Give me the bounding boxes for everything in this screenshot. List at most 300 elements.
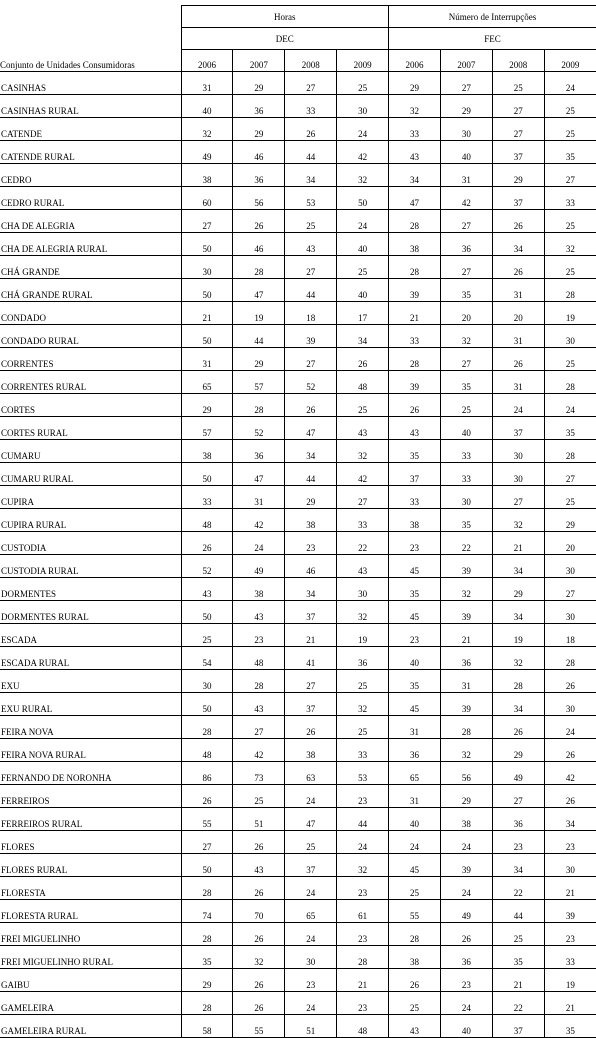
dec-value-cell: 50 xyxy=(181,233,233,256)
fec-value-cell: 26 xyxy=(492,716,544,739)
fec-value-cell: 26 xyxy=(492,348,544,371)
fec-value-cell: 28 xyxy=(544,279,596,302)
dec-value-cell: 23 xyxy=(285,969,337,992)
table-row xyxy=(0,325,596,348)
dec-value-cell: 34 xyxy=(285,164,337,187)
dec-value-cell: 26 xyxy=(285,118,337,141)
fec-value-cell: 43 xyxy=(389,417,441,440)
dec-value-cell: 42 xyxy=(337,463,389,486)
fec-value-cell: 27 xyxy=(544,578,596,601)
consumer-set-name: FEIRA NOVA xyxy=(0,716,181,739)
fec-value-cell: 35 xyxy=(440,371,492,394)
dec-value-cell: 49 xyxy=(181,141,233,164)
fec-value-cell: 27 xyxy=(544,164,596,187)
dec-value-cell: 43 xyxy=(285,233,337,256)
fec-value-cell: 32 xyxy=(440,578,492,601)
fec-value-cell: 19 xyxy=(544,969,596,992)
table-row xyxy=(0,210,596,233)
dec-value-cell: 73 xyxy=(233,762,285,785)
consumer-set-name: ESCADA xyxy=(0,624,181,647)
dec-value-cell: 46 xyxy=(233,233,285,256)
dec-value-cell: 26 xyxy=(285,716,337,739)
fec-value-cell: 27 xyxy=(492,118,544,141)
fec-value-cell: 36 xyxy=(440,647,492,670)
dec-value-cell: 65 xyxy=(181,371,233,394)
header-empty-cell xyxy=(0,28,181,50)
dec-value-cell: 32 xyxy=(337,601,389,624)
dec-value-cell: 53 xyxy=(285,187,337,210)
header-year: 2009 xyxy=(337,50,389,72)
dec-value-cell: 50 xyxy=(181,601,233,624)
consumer-set-name: GAMELEIRA RURAL xyxy=(0,1015,181,1038)
fec-value-cell: 38 xyxy=(389,233,441,256)
dec-value-cell: 30 xyxy=(285,946,337,969)
table-row xyxy=(0,624,596,647)
consumer-set-name: CUPIRA RURAL xyxy=(0,509,181,532)
dec-value-cell: 34 xyxy=(285,578,337,601)
dec-value-cell: 18 xyxy=(285,302,337,325)
fec-value-cell: 29 xyxy=(492,578,544,601)
fec-value-cell: 31 xyxy=(389,785,441,808)
fec-value-cell: 28 xyxy=(544,440,596,463)
fec-value-cell: 30 xyxy=(544,555,596,578)
header-year: 2006 xyxy=(181,50,233,72)
consumer-set-name: CATENDE RURAL xyxy=(0,141,181,164)
dec-value-cell: 30 xyxy=(337,578,389,601)
dec-value-cell: 24 xyxy=(285,923,337,946)
consumer-set-name: CATENDE xyxy=(0,118,181,141)
dec-value-cell: 19 xyxy=(233,302,285,325)
fec-value-cell: 22 xyxy=(492,992,544,1015)
dec-value-cell: 33 xyxy=(285,95,337,118)
fec-value-cell: 21 xyxy=(440,624,492,647)
consumer-set-name: CUSTODIA xyxy=(0,532,181,555)
fec-value-cell: 26 xyxy=(544,739,596,762)
fec-value-cell: 35 xyxy=(544,1015,596,1038)
table-row xyxy=(0,578,596,601)
dec-value-cell: 24 xyxy=(337,118,389,141)
fec-value-cell: 47 xyxy=(389,187,441,210)
consumer-set-name: FERREIROS RURAL xyxy=(0,808,181,831)
dec-value-cell: 48 xyxy=(337,1015,389,1038)
fec-value-cell: 37 xyxy=(492,417,544,440)
dec-value-cell: 38 xyxy=(181,440,233,463)
dec-value-cell: 34 xyxy=(337,325,389,348)
dec-value-cell: 28 xyxy=(233,670,285,693)
dec-value-cell: 29 xyxy=(181,969,233,992)
fec-value-cell: 25 xyxy=(544,348,596,371)
fec-value-cell: 27 xyxy=(492,785,544,808)
dec-value-cell: 61 xyxy=(337,900,389,923)
dec-value-cell: 36 xyxy=(233,95,285,118)
table-row xyxy=(0,233,596,256)
table-row xyxy=(0,371,596,394)
dec-value-cell: 32 xyxy=(233,946,285,969)
fec-value-cell: 29 xyxy=(492,739,544,762)
fec-value-cell: 32 xyxy=(492,647,544,670)
fec-value-cell: 25 xyxy=(389,877,441,900)
table-row xyxy=(0,95,596,118)
dec-value-cell: 39 xyxy=(285,325,337,348)
fec-value-cell: 23 xyxy=(544,831,596,854)
fec-value-cell: 32 xyxy=(492,509,544,532)
table-row xyxy=(0,348,596,371)
fec-value-cell: 43 xyxy=(389,141,441,164)
consumer-set-name: CUPIRA xyxy=(0,486,181,509)
dec-value-cell: 28 xyxy=(181,992,233,1015)
dec-value-cell: 38 xyxy=(285,739,337,762)
fec-value-cell: 35 xyxy=(440,279,492,302)
dec-value-cell: 26 xyxy=(233,831,285,854)
consumer-set-name: CUSTODIA RURAL xyxy=(0,555,181,578)
header-set-label: Conjunto de Unidades Consumidoras xyxy=(0,50,181,72)
consumer-set-name: CUMARU RURAL xyxy=(0,463,181,486)
dec-value-cell: 63 xyxy=(285,762,337,785)
dec-value-cell: 56 xyxy=(233,187,285,210)
dec-value-cell: 54 xyxy=(181,647,233,670)
fec-value-cell: 35 xyxy=(492,946,544,969)
dec-value-cell: 31 xyxy=(181,348,233,371)
fec-value-cell: 45 xyxy=(389,555,441,578)
fec-value-cell: 31 xyxy=(440,164,492,187)
fec-value-cell: 27 xyxy=(440,210,492,233)
dec-value-cell: 29 xyxy=(233,118,285,141)
table-row xyxy=(0,141,596,164)
header-row-metric xyxy=(0,28,596,50)
dec-value-cell: 26 xyxy=(233,210,285,233)
dec-value-cell: 32 xyxy=(337,854,389,877)
fec-value-cell: 34 xyxy=(389,164,441,187)
dec-value-cell: 28 xyxy=(337,946,389,969)
fec-value-cell: 23 xyxy=(389,532,441,555)
dec-value-cell: 51 xyxy=(285,1015,337,1038)
dec-value-cell: 22 xyxy=(337,532,389,555)
dec-value-cell: 23 xyxy=(337,923,389,946)
fec-value-cell: 35 xyxy=(389,670,441,693)
dec-value-cell: 40 xyxy=(181,95,233,118)
dec-value-cell: 25 xyxy=(285,210,337,233)
fec-value-cell: 24 xyxy=(492,394,544,417)
dec-value-cell: 38 xyxy=(233,578,285,601)
table-row xyxy=(0,509,596,532)
dec-value-cell: 28 xyxy=(233,256,285,279)
fec-value-cell: 20 xyxy=(440,302,492,325)
fec-value-cell: 33 xyxy=(544,187,596,210)
fec-value-cell: 38 xyxy=(440,808,492,831)
fec-value-cell: 26 xyxy=(389,969,441,992)
fec-value-cell: 45 xyxy=(389,601,441,624)
dec-value-cell: 21 xyxy=(285,624,337,647)
fec-value-cell: 33 xyxy=(389,486,441,509)
table-row xyxy=(0,877,596,900)
consumer-set-name: CONDADO xyxy=(0,302,181,325)
fec-value-cell: 39 xyxy=(440,555,492,578)
table-row xyxy=(0,463,596,486)
dec-value-cell: 65 xyxy=(285,900,337,923)
fec-value-cell: 55 xyxy=(389,900,441,923)
fec-value-cell: 34 xyxy=(492,555,544,578)
dec-value-cell: 57 xyxy=(233,371,285,394)
fec-value-cell: 35 xyxy=(440,509,492,532)
fec-value-cell: 40 xyxy=(440,1015,492,1038)
dec-value-cell: 27 xyxy=(285,670,337,693)
fec-value-cell: 29 xyxy=(492,164,544,187)
fec-value-cell: 26 xyxy=(389,394,441,417)
dec-value-cell: 25 xyxy=(337,716,389,739)
fec-value-cell: 37 xyxy=(492,1015,544,1038)
dec-value-cell: 28 xyxy=(233,394,285,417)
dec-value-cell: 25 xyxy=(285,831,337,854)
dec-value-cell: 26 xyxy=(233,923,285,946)
fec-value-cell: 39 xyxy=(389,371,441,394)
dec-value-cell: 23 xyxy=(233,624,285,647)
fec-value-cell: 31 xyxy=(492,371,544,394)
dec-value-cell: 25 xyxy=(337,256,389,279)
fec-value-cell: 45 xyxy=(389,854,441,877)
header-interruptions: Número de Interrupções xyxy=(389,6,596,28)
dec-value-cell: 26 xyxy=(285,394,337,417)
fec-value-cell: 29 xyxy=(440,785,492,808)
fec-value-cell: 28 xyxy=(492,670,544,693)
header-year: 2008 xyxy=(492,50,544,72)
dec-value-cell: 23 xyxy=(337,785,389,808)
dec-value-cell: 26 xyxy=(233,992,285,1015)
fec-value-cell: 19 xyxy=(492,624,544,647)
fec-value-cell: 26 xyxy=(492,210,544,233)
fec-value-cell: 25 xyxy=(544,118,596,141)
fec-value-cell: 19 xyxy=(544,302,596,325)
consumer-set-name: CHA DE ALEGRIA xyxy=(0,210,181,233)
fec-value-cell: 36 xyxy=(389,739,441,762)
fec-value-cell: 34 xyxy=(492,693,544,716)
fec-value-cell: 33 xyxy=(440,440,492,463)
consumer-set-name: GAIBU xyxy=(0,969,181,992)
table-row xyxy=(0,187,596,210)
consumer-set-name: FLORESTA RURAL xyxy=(0,900,181,923)
fec-value-cell: 56 xyxy=(440,762,492,785)
header-row-years xyxy=(0,50,596,72)
dec-value-cell: 53 xyxy=(337,762,389,785)
dec-value-cell: 25 xyxy=(337,670,389,693)
table-row xyxy=(0,279,596,302)
consumer-set-name: CHA DE ALEGRIA RURAL xyxy=(0,233,181,256)
dec-value-cell: 50 xyxy=(181,463,233,486)
dec-value-cell: 32 xyxy=(337,164,389,187)
table-row xyxy=(0,302,596,325)
fec-value-cell: 25 xyxy=(544,256,596,279)
fec-value-cell: 39 xyxy=(440,601,492,624)
fec-value-cell: 30 xyxy=(440,486,492,509)
dec-value-cell: 50 xyxy=(181,693,233,716)
dec-value-cell: 48 xyxy=(233,647,285,670)
consumer-set-name: GAMELEIRA xyxy=(0,992,181,1015)
fec-value-cell: 23 xyxy=(544,923,596,946)
dec-value-cell: 26 xyxy=(233,877,285,900)
dec-value-cell: 25 xyxy=(233,785,285,808)
fec-value-cell: 44 xyxy=(492,900,544,923)
header-empty-cell xyxy=(0,6,181,28)
dec-value-cell: 36 xyxy=(233,440,285,463)
table-row xyxy=(0,118,596,141)
fec-value-cell: 33 xyxy=(389,325,441,348)
fec-value-cell: 28 xyxy=(389,348,441,371)
dec-value-cell: 35 xyxy=(181,946,233,969)
header-year: 2007 xyxy=(233,50,285,72)
dec-value-cell: 32 xyxy=(337,440,389,463)
header-year: 2009 xyxy=(544,50,596,72)
fec-value-cell: 20 xyxy=(544,532,596,555)
fec-value-cell: 33 xyxy=(440,463,492,486)
dec-value-cell: 28 xyxy=(181,923,233,946)
fec-value-cell: 34 xyxy=(544,808,596,831)
table-row xyxy=(0,831,596,854)
dec-value-cell: 29 xyxy=(181,394,233,417)
dec-value-cell: 23 xyxy=(337,992,389,1015)
dec-value-cell: 37 xyxy=(285,693,337,716)
dec-value-cell: 50 xyxy=(181,325,233,348)
dec-value-cell: 21 xyxy=(337,969,389,992)
fec-value-cell: 32 xyxy=(544,233,596,256)
consumer-set-name: FLORES RURAL xyxy=(0,854,181,877)
dec-value-cell: 36 xyxy=(233,164,285,187)
fec-value-cell: 18 xyxy=(544,624,596,647)
dec-value-cell: 43 xyxy=(337,417,389,440)
dec-value-cell: 25 xyxy=(337,394,389,417)
dec-value-cell: 23 xyxy=(285,532,337,555)
dec-value-cell: 33 xyxy=(337,509,389,532)
dec-value-cell: 58 xyxy=(181,1015,233,1038)
header-row-group xyxy=(0,6,596,28)
consumer-set-name: FERNANDO DE NORONHA xyxy=(0,762,181,785)
fec-value-cell: 39 xyxy=(389,279,441,302)
fec-value-cell: 34 xyxy=(492,601,544,624)
fec-value-cell: 27 xyxy=(492,95,544,118)
fec-value-cell: 24 xyxy=(440,877,492,900)
fec-value-cell: 28 xyxy=(544,371,596,394)
fec-value-cell: 31 xyxy=(389,716,441,739)
consumer-set-name: CORRENTES RURAL xyxy=(0,371,181,394)
header-hours: Horas xyxy=(181,6,389,28)
fec-value-cell: 38 xyxy=(389,946,441,969)
fec-value-cell: 32 xyxy=(440,325,492,348)
fec-value-cell: 28 xyxy=(389,256,441,279)
fec-value-cell: 37 xyxy=(492,187,544,210)
fec-value-cell: 26 xyxy=(440,923,492,946)
table-row xyxy=(0,601,596,624)
dec-value-cell: 50 xyxy=(181,279,233,302)
fec-value-cell: 38 xyxy=(389,509,441,532)
dec-value-cell: 27 xyxy=(233,716,285,739)
fec-value-cell: 21 xyxy=(492,969,544,992)
dec-value-cell: 32 xyxy=(337,693,389,716)
table-row xyxy=(0,417,596,440)
consumer-set-name: CHÁ GRANDE xyxy=(0,256,181,279)
dec-value-cell: 40 xyxy=(337,279,389,302)
dec-value-cell: 55 xyxy=(233,1015,285,1038)
header-dec: DEC xyxy=(181,28,389,50)
dec-value-cell: 50 xyxy=(337,187,389,210)
fec-value-cell: 49 xyxy=(440,900,492,923)
fec-value-cell: 26 xyxy=(492,256,544,279)
table-row xyxy=(0,1015,596,1038)
fec-value-cell: 28 xyxy=(544,647,596,670)
dec-value-cell: 48 xyxy=(337,371,389,394)
consumer-set-name: CORRENTES xyxy=(0,348,181,371)
dec-value-cell: 24 xyxy=(337,210,389,233)
dec-value-cell: 31 xyxy=(181,72,233,95)
header-fec: FEC xyxy=(389,28,596,50)
table-row xyxy=(0,946,596,969)
consumer-set-name: DORMENTES RURAL xyxy=(0,601,181,624)
dec-value-cell: 57 xyxy=(181,417,233,440)
fec-value-cell: 27 xyxy=(492,486,544,509)
dec-value-cell: 47 xyxy=(285,417,337,440)
fec-value-cell: 31 xyxy=(492,325,544,348)
dec-value-cell: 33 xyxy=(181,486,233,509)
consumer-set-name: CEDRO xyxy=(0,164,181,187)
fec-value-cell: 30 xyxy=(544,854,596,877)
fec-value-cell: 25 xyxy=(492,923,544,946)
fec-value-cell: 31 xyxy=(492,279,544,302)
fec-value-cell: 40 xyxy=(389,647,441,670)
dec-value-cell: 24 xyxy=(285,877,337,900)
table-row xyxy=(0,923,596,946)
fec-value-cell: 30 xyxy=(492,463,544,486)
dec-value-cell: 32 xyxy=(181,118,233,141)
dec-value-cell: 26 xyxy=(233,969,285,992)
dec-value-cell: 27 xyxy=(181,831,233,854)
fec-value-cell: 40 xyxy=(389,808,441,831)
consumer-set-name: CORTES xyxy=(0,394,181,417)
dec-value-cell: 43 xyxy=(233,601,285,624)
fec-value-cell: 25 xyxy=(544,486,596,509)
dec-value-cell: 43 xyxy=(233,693,285,716)
consumer-set-name: EXU xyxy=(0,670,181,693)
fec-value-cell: 34 xyxy=(492,854,544,877)
dec-value-cell: 33 xyxy=(337,739,389,762)
dec-value-cell: 17 xyxy=(337,302,389,325)
dec-value-cell: 34 xyxy=(285,440,337,463)
dec-value-cell: 24 xyxy=(337,831,389,854)
dec-value-cell: 38 xyxy=(285,509,337,532)
fec-value-cell: 24 xyxy=(544,716,596,739)
table-body xyxy=(0,72,596,1038)
fec-value-cell: 24 xyxy=(440,992,492,1015)
dec-value-cell: 49 xyxy=(233,555,285,578)
dec-value-cell: 30 xyxy=(181,670,233,693)
dec-value-cell: 27 xyxy=(181,210,233,233)
fec-value-cell: 36 xyxy=(492,808,544,831)
table-row xyxy=(0,969,596,992)
header-year: 2007 xyxy=(440,50,492,72)
fec-value-cell: 23 xyxy=(492,831,544,854)
fec-value-cell: 40 xyxy=(440,417,492,440)
consumer-set-name: CUMARU xyxy=(0,440,181,463)
fec-value-cell: 39 xyxy=(440,854,492,877)
dec-value-cell: 19 xyxy=(337,624,389,647)
fec-value-cell: 36 xyxy=(440,233,492,256)
dec-value-cell: 42 xyxy=(337,141,389,164)
table-row xyxy=(0,394,596,417)
table-row xyxy=(0,762,596,785)
dec-value-cell: 37 xyxy=(285,854,337,877)
table-row xyxy=(0,693,596,716)
dec-value-cell: 23 xyxy=(337,877,389,900)
dec-value-cell: 44 xyxy=(285,279,337,302)
fec-value-cell: 28 xyxy=(389,923,441,946)
consumer-set-name: FERREIROS xyxy=(0,785,181,808)
fec-value-cell: 29 xyxy=(544,509,596,532)
